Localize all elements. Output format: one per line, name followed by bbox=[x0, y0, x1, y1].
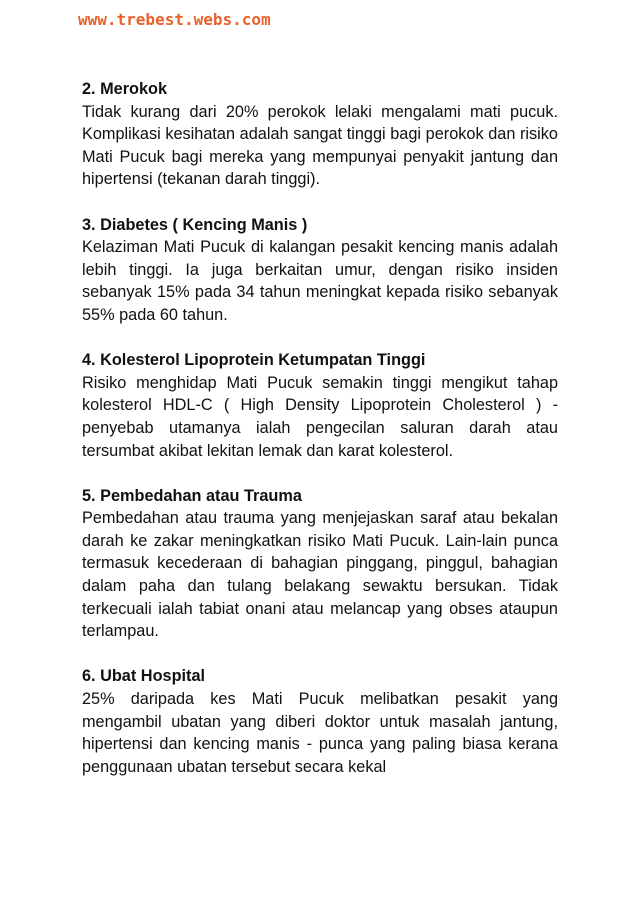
section-pembedahan bbox=[82, 485, 558, 643]
section-merokok bbox=[82, 78, 558, 191]
site-url-header: www.trebest.webs.com bbox=[78, 10, 271, 29]
section-body: Kelaziman Mati Pucuk di kalangan pesakit kencing manis adalah lebih tinggi. Ia juga berkaitan umur, dengan risiko insiden sebanyak 15% pada 34 tahun meningkat kepada risiko sebanyak 55% pada 60 tahun. bbox=[82, 238, 558, 324]
section-title: 4. Kolesterol Lipoprotein Ketumpatan Tinggi bbox=[82, 351, 426, 370]
section-body: Tidak kurang dari 20% perokok lelaki mengalami mati pucuk. Komplikasi kesihatan adalah sangat tinggi bagi perokok dan risiko Mati Pucuk bagi mereka yang mempunyai penyakit jantung dan hipertensi (tekanan darah tinggi). bbox=[82, 102, 558, 189]
section-title: 3. Diabetes ( Kencing Manis ) bbox=[82, 215, 308, 234]
section-diabetes bbox=[82, 214, 558, 327]
document-body bbox=[82, 78, 558, 801]
section-title: 2. Merokok bbox=[82, 80, 168, 98]
section-body: 25% daripada kes Mati Pucuk melibatkan pesakit yang mengambil ubatan yang diberi doktor untuk masalah jantung, hipertensi dan kencing manis - punca yang paling biasa kerana penggunaan ubatan tersebut secara kekal bbox=[82, 690, 558, 776]
section-body: Risiko menghidap Mati Pucuk semakin tinggi mengikut tahap kolesterol HDL-C ( High Density Lipoprotein Cholesterol ) - penyebab utamanya ialah pengecilan saluran darah atau tersumbat akibat lekitan lemak dan karat kolesterol. bbox=[82, 373, 558, 460]
section-title: 6. Ubat Hospital bbox=[82, 667, 206, 686]
section-title: 5. Pembedahan atau Trauma bbox=[82, 486, 302, 505]
section-body: Pembedahan atau trauma yang menjejaskan saraf atau bekalan darah ke zakar meningkatkan risiko Mati Pucuk. Lain-lain punca termasuk kecederaan di bahagian pinggang, pinggul, bahagian dalam paha dan tulang belakang sewaktu bersukan. Tidak terkecuali ialah tabiat onani atau melancap yang obses ataupun terlampau. bbox=[82, 509, 558, 641]
section-kolesterol bbox=[82, 349, 558, 462]
section-ubat-hospital bbox=[82, 665, 558, 778]
